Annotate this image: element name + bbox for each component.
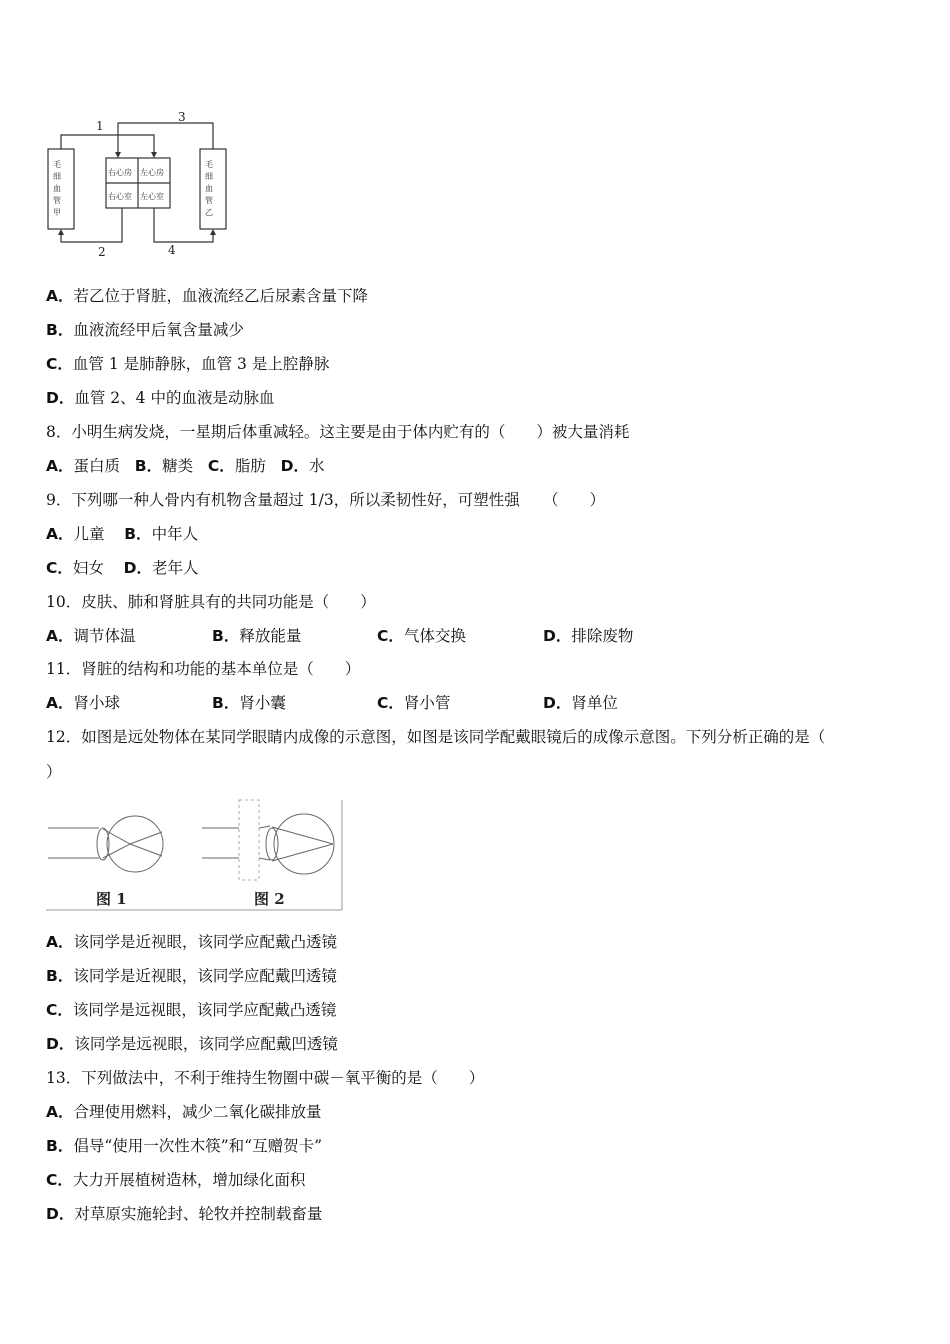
vessel-2-label: 2: [98, 245, 106, 259]
q9-stem: 9．下列哪一种人骨内有机物含量超过 1/3，所以柔韧性好，可塑性强 （ ）: [46, 491, 605, 509]
option-letter: B．: [46, 321, 74, 339]
option-letter: A．: [46, 1103, 74, 1121]
option-text: 肾小管: [403, 694, 451, 712]
option-letter: B．: [134, 457, 163, 475]
option-text: 妇女: [72, 559, 104, 577]
q13-option-a: [46, 1102, 322, 1122]
option-text: 水: [308, 457, 325, 475]
option-text: 倡导“使用一次性木筷”和“互赠贺卡”: [73, 1137, 323, 1155]
circulation-diagram: [40, 108, 250, 268]
option-text: 儿童: [73, 525, 105, 543]
q8-stem: 8．小明生病发烧，一星期后体重减轻。这主要是由于体内贮有的（ ）被大量消耗: [46, 423, 630, 441]
q12-option-b: [46, 966, 337, 986]
q8-options: [46, 456, 325, 476]
option-text: 糖类: [162, 457, 194, 475]
option-text: 气体交换: [403, 627, 466, 645]
option-letter: B．: [46, 1137, 74, 1155]
option-text: 该同学是远视眼，该同学应配戴凸透镜: [72, 1001, 337, 1019]
option-letter: D．: [543, 627, 572, 645]
option-letter: C．: [46, 559, 73, 577]
q13-option-b: [46, 1136, 322, 1156]
q10-option-c: [377, 626, 466, 646]
option-letter: B．: [212, 627, 240, 645]
q10-stem: 10．皮肤、肺和肾脏具有的共同功能是（ ）: [46, 593, 376, 611]
option-text: 对草原实施轮封、轮牧并控制载畜量: [74, 1205, 323, 1223]
q11-option-b: [212, 693, 286, 713]
option-letter: D．: [46, 1205, 75, 1223]
option-text: 若乙位于肾脏，血液流经乙后尿素含量下降: [73, 287, 369, 305]
option-text: 蛋白质: [73, 457, 121, 475]
option-text: 老年人: [152, 559, 199, 577]
option-letter: C．: [377, 694, 404, 712]
option-text: 血管 2、4 中的血液是动脉血: [74, 389, 275, 407]
vessel-4-label: 4: [168, 243, 176, 257]
fig2-label: 图 2: [254, 890, 285, 908]
capillary-b-label: 毛细血管乙: [204, 160, 214, 220]
option-text: 血管 1 是肺静脉，血管 3 是上腔静脉: [72, 355, 330, 373]
left-ventricle-label: 左心室: [140, 192, 164, 201]
eye-figures: [44, 798, 346, 914]
option-text: 肾小囊: [239, 694, 286, 712]
option-letter: A．: [46, 627, 74, 645]
q12-stem-line2: ）: [46, 763, 62, 781]
q7-option-a: [46, 286, 368, 306]
option-letter: B．: [124, 525, 152, 543]
q7-option-c: [46, 354, 329, 374]
q10-option-a: [46, 626, 136, 646]
option-letter: D．: [123, 559, 152, 577]
option-letter: C．: [46, 355, 73, 373]
fig1-label: 图 1: [96, 890, 127, 908]
q9-options-row2: [46, 558, 199, 578]
right-atrium-label: 右心房: [108, 168, 132, 177]
option-text: 该同学是近视眼，该同学应配戴凸透镜: [73, 933, 338, 951]
q13-stem: 13．下列做法中，不利于维持生物圈中碳－氧平衡的是（ ）: [46, 1069, 485, 1087]
option-text: 排除废物: [571, 627, 634, 645]
q13-option-d: [46, 1204, 322, 1224]
q12-option-a: [46, 932, 337, 952]
q10-option-b: [212, 626, 301, 646]
q13-option-c: [46, 1170, 305, 1190]
left-atrium-label: 左心房: [140, 168, 164, 177]
right-ventricle-label: 右心室: [108, 192, 132, 201]
option-text: 血液流经甲后氧含量减少: [73, 321, 244, 339]
option-letter: A．: [46, 694, 74, 712]
option-text: 调节体温: [73, 627, 136, 645]
option-text: 中年人: [151, 525, 199, 543]
option-letter: D．: [280, 457, 309, 475]
option-text: 脂肪: [234, 457, 266, 475]
q10-option-d: [543, 626, 633, 646]
option-text: 肾单位: [571, 694, 618, 712]
option-text: 该同学是近视眼，该同学应配戴凹透镜: [73, 967, 337, 985]
option-letter: C．: [46, 1171, 73, 1189]
q11-option-c: [377, 693, 450, 713]
option-letter: A．: [46, 525, 74, 543]
option-letter: C．: [46, 1001, 73, 1019]
q9-options-row1: [46, 524, 198, 544]
option-letter: D．: [543, 694, 572, 712]
q12-stem-line1: 12．如图是远处物体在某同学眼睛内成像的示意图，如图是该同学配戴眼镜后的成像示意图。下列分析正确的是（: [46, 728, 826, 746]
q7-option-d: [46, 388, 274, 408]
q12-option-c: [46, 1000, 336, 1020]
option-letter: C．: [207, 457, 235, 475]
option-letter: C．: [377, 627, 404, 645]
option-letter: B．: [46, 967, 74, 985]
option-letter: D．: [46, 1035, 75, 1053]
q7-option-b: [46, 320, 244, 340]
q11-stem: 11．肾脏的结构和功能的基本单位是（ ）: [46, 660, 361, 678]
q12-option-d: [46, 1034, 338, 1054]
option-text: 肾小球: [73, 694, 121, 712]
option-letter: A．: [46, 933, 74, 951]
vessel-1-label: 1: [96, 119, 104, 133]
option-text: 该同学是远视眼，该同学应配戴凹透镜: [74, 1035, 338, 1053]
option-letter: A．: [46, 287, 74, 305]
option-text: 合理使用燃料，减少二氧化碳排放量: [73, 1103, 322, 1121]
option-letter: B．: [212, 694, 240, 712]
eye-figure-1: [48, 816, 163, 872]
option-text: 大力开展植树造林，增加绿化面积: [72, 1171, 306, 1189]
option-letter: D．: [46, 389, 75, 407]
q11-option-a: [46, 693, 120, 713]
eye-figure-2: [202, 800, 334, 880]
vessel-3-label: 3: [178, 110, 186, 124]
capillary-a-label: 毛细血管甲: [52, 160, 62, 220]
option-letter: A．: [46, 457, 74, 475]
q11-option-d: [543, 693, 618, 713]
option-text: 释放能量: [239, 627, 302, 645]
